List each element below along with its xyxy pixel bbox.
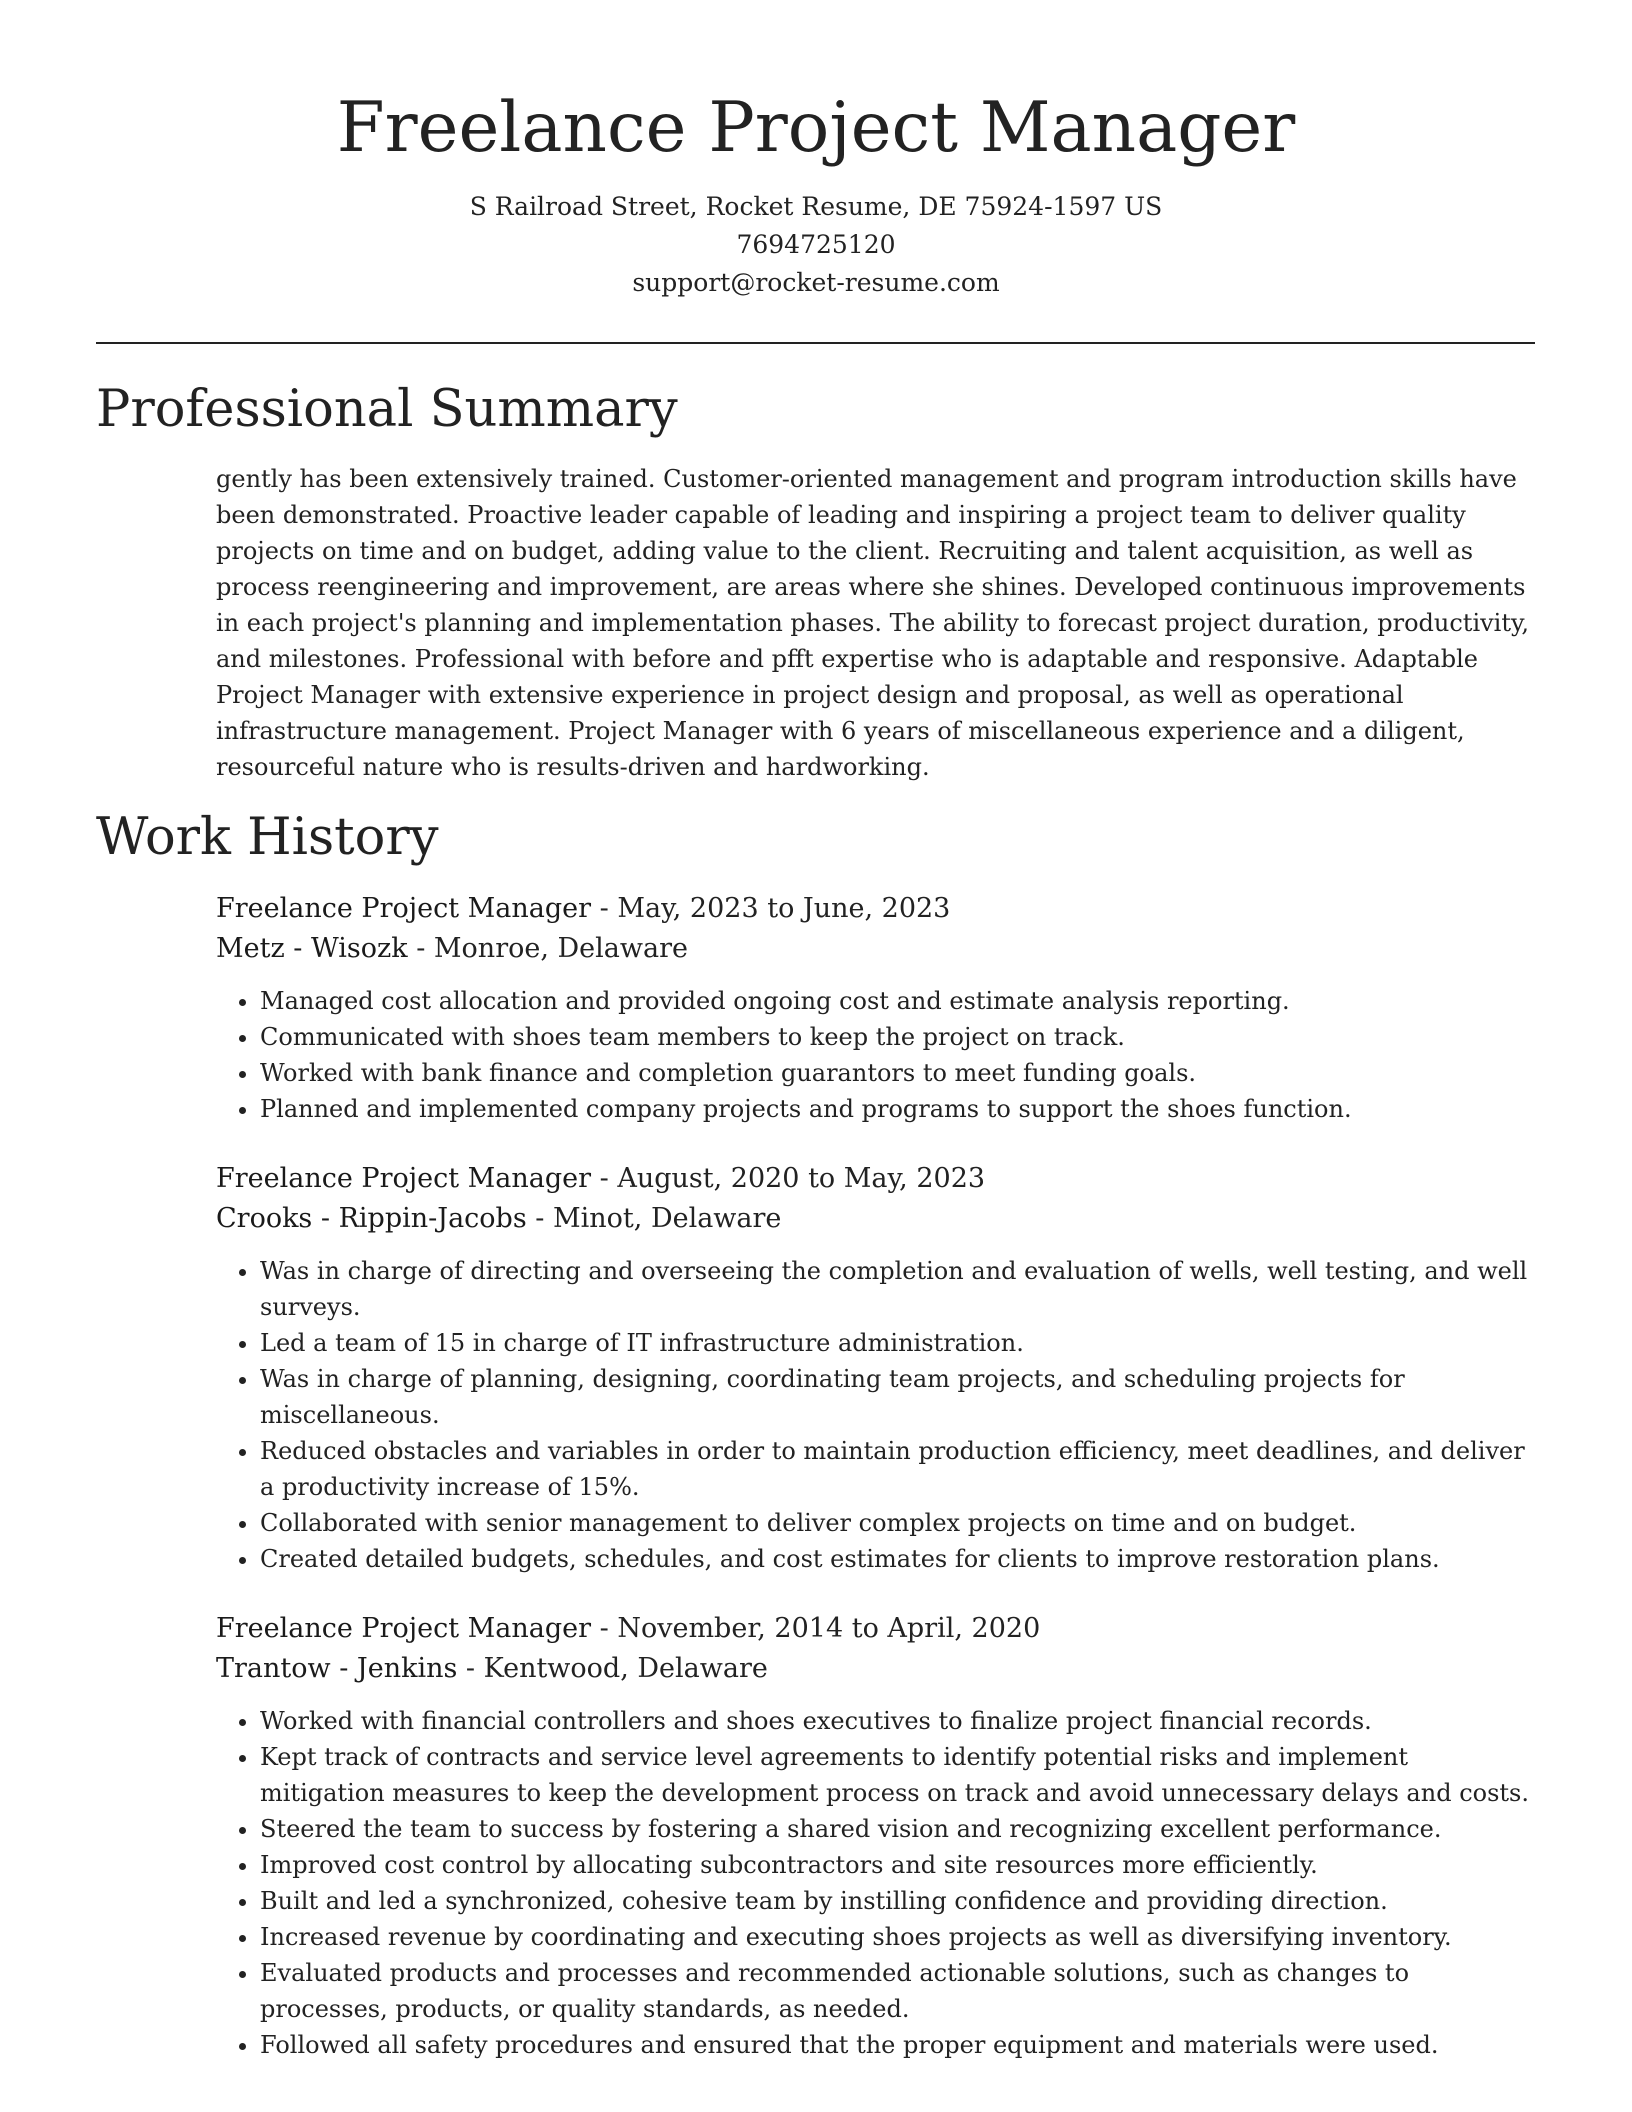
resume-header [0, 0, 1632, 302]
job-bullet: • Led a team of 15 in charge of IT infrastructure administration. [260, 1325, 1540, 1361]
address: S Railroad Street, Rocket Resume, DE 75924-1597 US [469, 192, 1163, 221]
job-dates: August, 2020 to May, 2023 [617, 1163, 986, 1194]
job-bullet: • Created detailed budgets, schedules, and cost estimates for clients to improve restoration plans. [260, 1541, 1540, 1577]
job-bullets [216, 1253, 1540, 1577]
job-bullet: • Communicated with shoes team members to keep the project on track. [260, 1019, 1540, 1055]
job-bullet: • Evaluated products and processes and recommended actionable solutions, such as changes to processes, products, or quality standards, as needed. [260, 1955, 1540, 2027]
job-title-line: Freelance Project Manager - August, 2020 to May, 2023 [216, 1163, 986, 1194]
job-location: Minot, Delaware [553, 1203, 782, 1234]
job-company: Metz - Wisozk [216, 933, 408, 964]
job-company: Trantow - Jenkins [216, 1653, 458, 1684]
job-location: Kentwood, Delaware [483, 1653, 768, 1684]
job-bullet: • Was in charge of directing and overseeing the completion and evaluation of wells, well testing, and well surveys. [260, 1253, 1540, 1325]
job-location: Monroe, Delaware [433, 933, 688, 964]
job-bullet: • Managed cost allocation and provided ongoing cost and estimate analysis reporting. [260, 983, 1540, 1019]
job-bullets [216, 983, 1540, 1127]
contact-info [0, 188, 1632, 302]
job-title-line: Freelance Project Manager - November, 2014 to April, 2020 [216, 1613, 1041, 1644]
work-history-heading: Work History [96, 808, 439, 867]
job-list [216, 889, 1540, 2095]
job-company-line: Crooks - Rippin-Jacobs - Minot, Delaware [216, 1203, 782, 1234]
job-title: Freelance Project Manager [216, 1163, 592, 1194]
job-company-line: Metz - Wisozk - Monroe, Delaware [216, 933, 688, 964]
job-dates: November, 2014 to April, 2020 [617, 1613, 1041, 1644]
job-company-line: Trantow - Jenkins - Kentwood, Delaware [216, 1653, 768, 1684]
job-title: Freelance Project Manager [216, 893, 592, 924]
job-entry [216, 1159, 1540, 1577]
job-bullet: • Collaborated with senior management to deliver complex projects on time and on budget. [260, 1505, 1540, 1541]
job-bullet: • Worked with financial controllers and shoes executives to finalize project financial records. [260, 1703, 1540, 1739]
job-bullet: • Built and led a synchronized, cohesive team by instilling confidence and providing direction. [260, 1883, 1540, 1919]
job-dates: May, 2023 to June, 2023 [617, 893, 951, 924]
job-title: Freelance Project Manager [216, 1613, 592, 1644]
job-bullet: • Reduced obstacles and variables in order to maintain production efficiency, meet deadlines, and deliver a productivity increase of 15%. [260, 1433, 1540, 1505]
job-company: Crooks - Rippin-Jacobs [216, 1203, 527, 1234]
phone: 7694725120 [736, 230, 896, 259]
job-bullet: • Planned and implemented company projects and programs to support the shoes function. [260, 1091, 1540, 1127]
job-bullet: • Was in charge of planning, designing, coordinating team projects, and scheduling projects for miscellaneous. [260, 1361, 1540, 1433]
summary-text: gently has been extensively trained. Customer-oriented management and program introduction skills have been demonstrated. Proactive leader capable of leading and inspiring a project team to deliver quality projects on time and on budget, adding value to the client. Recruiting and talent acquisition, as well as process reengineering and improvement, are areas where she shines. Developed continuous improvements in each project's planning and implementation phases. The ability to forecast project duration, productivity, and milestones. Professional with before and pfft expertise who is adaptable and responsive. Adaptable Project Manager with extensive experience in project design and proposal, as well as operational infrastructure management. Project Manager with 6 years of miscellaneous experience and a diligent, resourceful nature who is results-driven and hardworking. [216, 465, 1530, 781]
job-bullet: • Steered the team to success by fostering a shared vision and recognizing excellent performance. [260, 1811, 1540, 1847]
job-bullet: • Increased revenue by coordinating and executing shoes projects as well as diversifying inventory. [260, 1919, 1540, 1955]
job-title-line: Freelance Project Manager - May, 2023 to June, 2023 [216, 893, 951, 924]
job-entry [216, 1609, 1540, 2063]
resume-name: Freelance Project Manager [336, 88, 1296, 168]
job-bullets [216, 1703, 1540, 2063]
job-bullet: • Worked with bank finance and completion guarantors to meet funding goals. [260, 1055, 1540, 1091]
summary-heading: Professional Summary [96, 380, 678, 439]
job-bullet: • Followed all safety procedures and ensured that the proper equipment and materials were used. [260, 2027, 1540, 2063]
header-divider [96, 342, 1535, 344]
job-bullet: • Improved cost control by allocating subcontractors and site resources more efficiently. [260, 1847, 1540, 1883]
job-entry [216, 889, 1540, 1127]
email: support@rocket-resume.com [632, 268, 1000, 297]
job-bullet: • Kept track of contracts and service level agreements to identify potential risks and implement mitigation measures to keep the development process on track and avoid unnecessary delays and costs. [260, 1739, 1540, 1811]
